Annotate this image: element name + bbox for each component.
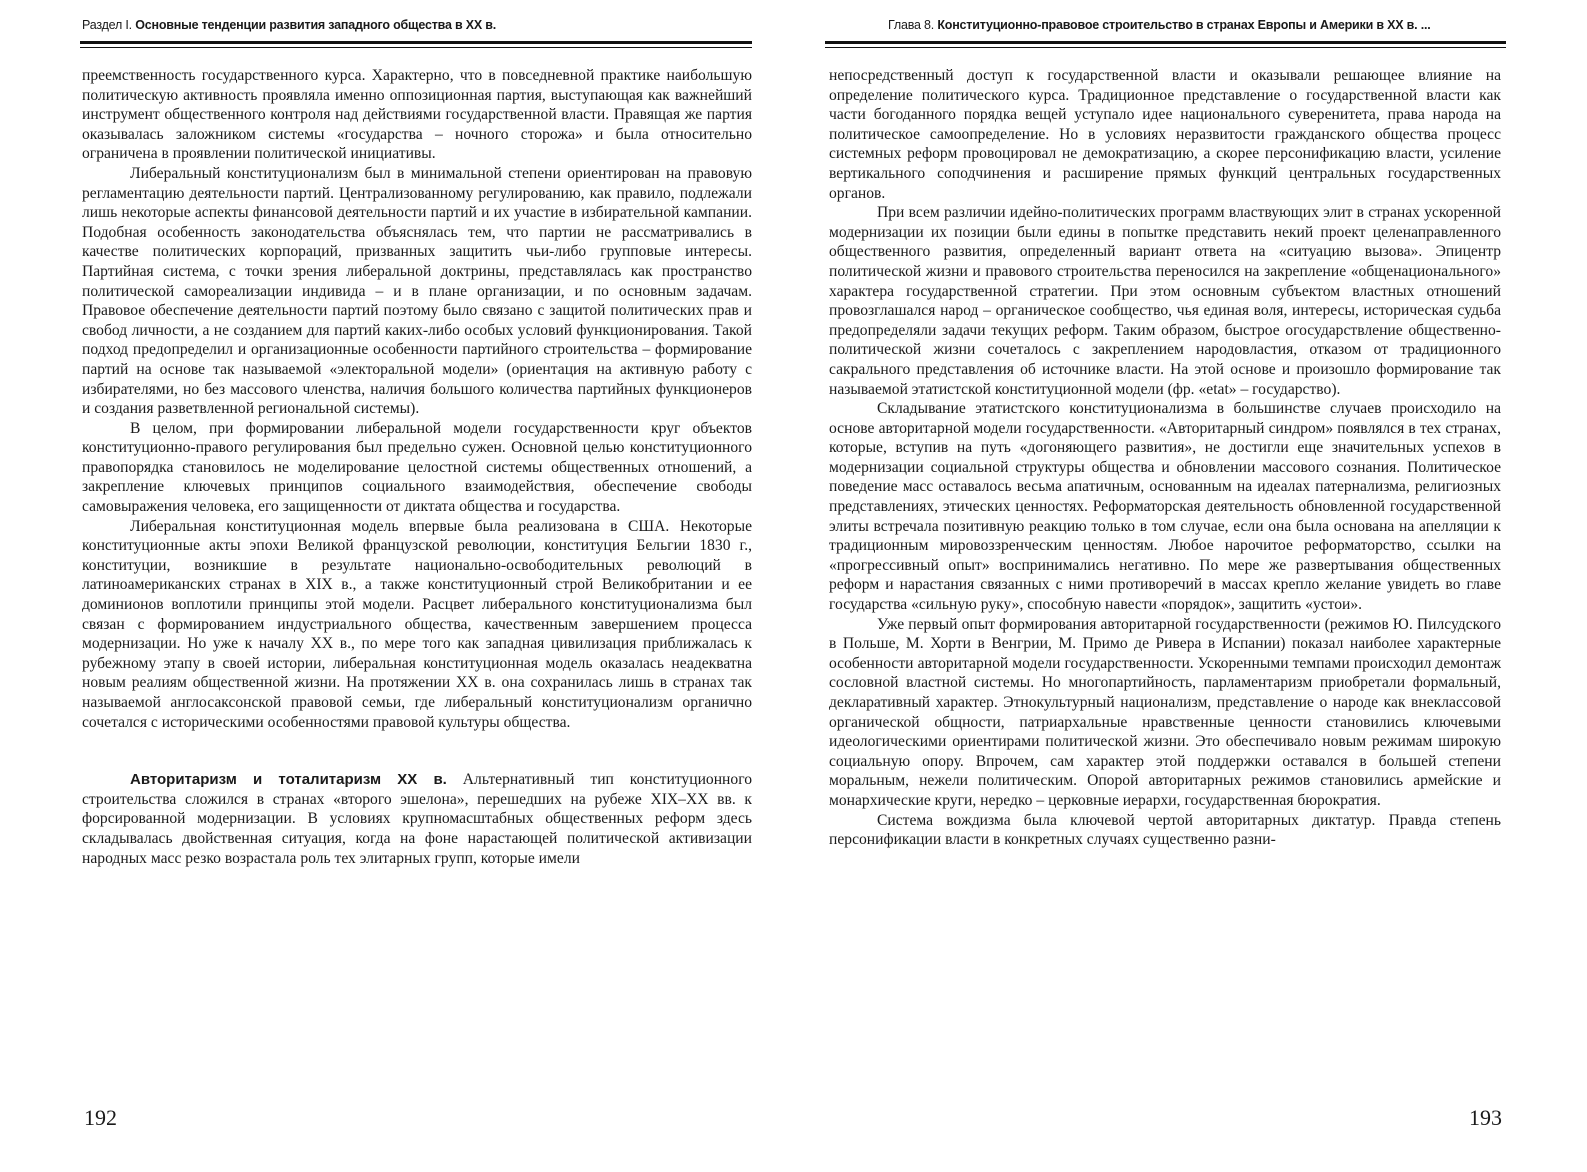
right-header-rule-thin	[825, 47, 1506, 48]
left-header-rule-thin	[80, 47, 752, 48]
left-page-number: 192	[84, 1105, 117, 1130]
right-page	[800, 0, 1587, 1172]
right-body-text	[829, 66, 1501, 850]
left-page	[0, 0, 790, 1172]
paragraph: Либеральный конституционализм был в минимальной степени ориентирован на правовую регламентацию деятельности партий. Централизованному регулированию, как правило, подлежали лишь некоторые аспекты финансовой деятельности партий и их участие в избирательной кампании. Подобная особенность законодательства объяснялась тем, что партии не рассматривались в качестве политических корпораций, призванных защитить чьи-либо групповые интересы. Партийная система, с точки зрения либеральной доктрины, представлялась как пространство политической самореализации индивида – и в плане организации, и по основным задачам. Правовое обеспечение деятельности партий поэтому было связано с защитой политических прав и свобод личности, а не созданием для партий каких-либо особых условий функционирования. Такой подход предопределил и организационные особенности партийного строительства – формирование партий на основе так называемой «электоральной модели» (ориентация на активную работу с избирателями, но без массового членства, наличия большого количества партийных функционеров и создания разветвленной региональной системы).	[82, 164, 752, 418]
right-running-head	[888, 18, 1431, 32]
right-running-head-title: Конституционно-правовое строительство в странах Европы и Америки в XX в. ...	[937, 18, 1431, 32]
section-text: Альтернативный тип конституционного строительства сложился в странах «второго эшелона», перешедших на рубеже XIX–XX вв. к форсированной модернизации. В условиях крупномасштабных общественных реформ здесь складывалась двойственная ситуация, когда на фоне нарастающей политической активизации народных масс резко возрастала роль тех элитарных групп, которые имели	[82, 771, 753, 867]
left-running-head	[82, 18, 496, 32]
paragraph: преемственность государственного курса. Характерно, что в повседневной практике наибольшую политическую активность проявляла именно оппозиционная партия, выступающая как важнейший инструмент общественного контроля над действиями государственной власти. Правящая же партия оказывалась заложником системы «государства – ночного сторожа» и была относительно ограничена в проявлении политической инициативы.	[82, 67, 752, 163]
paragraph: непосредственный доступ к государственной власти и оказывали решающее влияние на определение политического курса. Традиционное представление о государственной власти как части богоданного порядка вещей уступало идее национального суверенитета, права народа на политическое самоопределение. Но в условиях неразвитости гражданского общества процесс системных реформ провоцировал не демократизацию, а скорее персонификацию власти, усиление вертикального соподчинения и расширение прямых функций центральных государственных органов.	[829, 67, 1501, 202]
paragraph: Либеральная конституционная модель впервые была реализована в США. Некоторые конституционные акты эпохи Великой французской революции, конституция Бельгии 1830 г., конституции, возникшие в результате национально-освободительных революций в латиноамериканских странах в XIX в., а также конституционный строй Великобритании и ее доминионов воплотили принципы этой модели. Расцвет либерального конституционализма был связан с формированием индустриального общества, качественным завершением процесса модернизации. Но уже к началу XX в., по мере того как западная цивилизация приближалась к рубежному этапу в своей истории, либеральная конституционная модель оказалась неадекватна новым реалиям общественной жизни. На протяжении XX в. она сохранилась лишь в странах так называемой англосаксонской правовой семьи, где либеральный конституционализм органично сочетался с историческими особенностями правовой культуры общества.	[82, 517, 752, 731]
paragraph: Система вождизма была ключевой чертой авторитарных диктатур. Правда степень персонификации власти в конкретных случаях существенно разни-	[829, 811, 1501, 849]
paragraph: Уже первый опыт формирования авторитарной государственности (режимов Ю. Пилсудского в Польше, М. Хорти в Венгрии, М. Примо де Ривера в Испании) показал наиболее характерные особенности авторитарной модели государственности. Ускоренными темпами происходил демонтаж сословной властной системы. Но многопартийность, парламентаризм приобретали формальный, декларативный характер. Этнокультурный национализм, представление о народе как внеклассовой органической общности, патриархальные нравственные ценности становились ключевыми идеологическими ориентирами политической жизни. Это обеспечивало новым режимам широкую социальную опору. Впрочем, сам характер этой поддержки оставался в большей степени моральным, нежели политическим. Опорой авторитарных режимов становились армейские и монархические круги, нередко – церковные иерархи, государственная бюрократия.	[829, 615, 1501, 809]
left-running-head-title: Основные тенденции развития западного общества в XX в.	[135, 18, 497, 32]
right-running-head-prefix: Глава 8.	[888, 18, 935, 32]
right-header-rule-thick	[825, 41, 1506, 44]
right-page-number: 193	[1469, 1105, 1502, 1130]
paragraph: При всем различии идейно-политических программ властвующих элит в странах ускоренной модернизации их позиции были едины в попытке представить некий проект целенаправленного общественного развития, определенный вариант ответа на «ситуацию вызова». Эпицентр политической жизни и правового строительства переносился на закрепление «общенационального» характера государственной стратегии. При этом основным субъектом властных отношений провозглашался народ – органическое сообщество, чья единая воля, интересы, историческая судьба предопределяли задачи текущих реформ. Таким образом, быстрое огосударствление общественно-политической жизни сочеталось с закреплением народовластия, отказом от традиционного сакрального представления об источнике власти. На этой основе и произошло формирование так называемой этатистской конституционной модели (фр. «etat» – государство).	[829, 204, 1501, 398]
left-running-head-prefix: Раздел I.	[82, 18, 132, 32]
section-heading: Авторитаризм и тоталитаризм XX в.	[130, 771, 447, 789]
section-paragraph	[82, 770, 752, 868]
paragraph: В целом, при формировании либеральной модели государственности круг объектов конституционно-правого регулирования был предельно сужен. Основной целью конституционного правопорядка становилось не моделирование целостной системы общественных отношений, а закрепление ключевых принципов социального взаимодействия, обеспечение свободы самовыражения человека, его защищенности от диктата общества и государства.	[82, 419, 752, 516]
paragraph: Складывание этатистского конституционализма в большинстве случаев происходило на основе авторитарной модели государственности. «Авторитарный синдром» появлялся в тех странах, которые, вступив на путь «догоняющего развития», не достигли еще значительных успехов в модернизации социальной структуры общества и обновлении массового сознания. Политическое поведение масс оставалось весьма апатичным, основанным на идеалах патернализма, религиозных представлениях, этических ценностях. Реформаторская деятельность обновленной государственной элиты встречала позитивную реакцию только в том случае, если она была основана на апелляции к традиционным мировоззренческим ценностям. Любое нарочитое реформаторство, ссылки на «прогрессивный опыт» воспринимались негативно. По мере же развертывания общественных реформ и нарастания связанных с ними противоречий в массах крепло желание увидеть во главе государства «сильную руку», способную навести «порядок», защитить «устои».	[829, 400, 1501, 614]
left-header-rule-thick	[80, 41, 752, 44]
left-body-text	[82, 66, 752, 868]
